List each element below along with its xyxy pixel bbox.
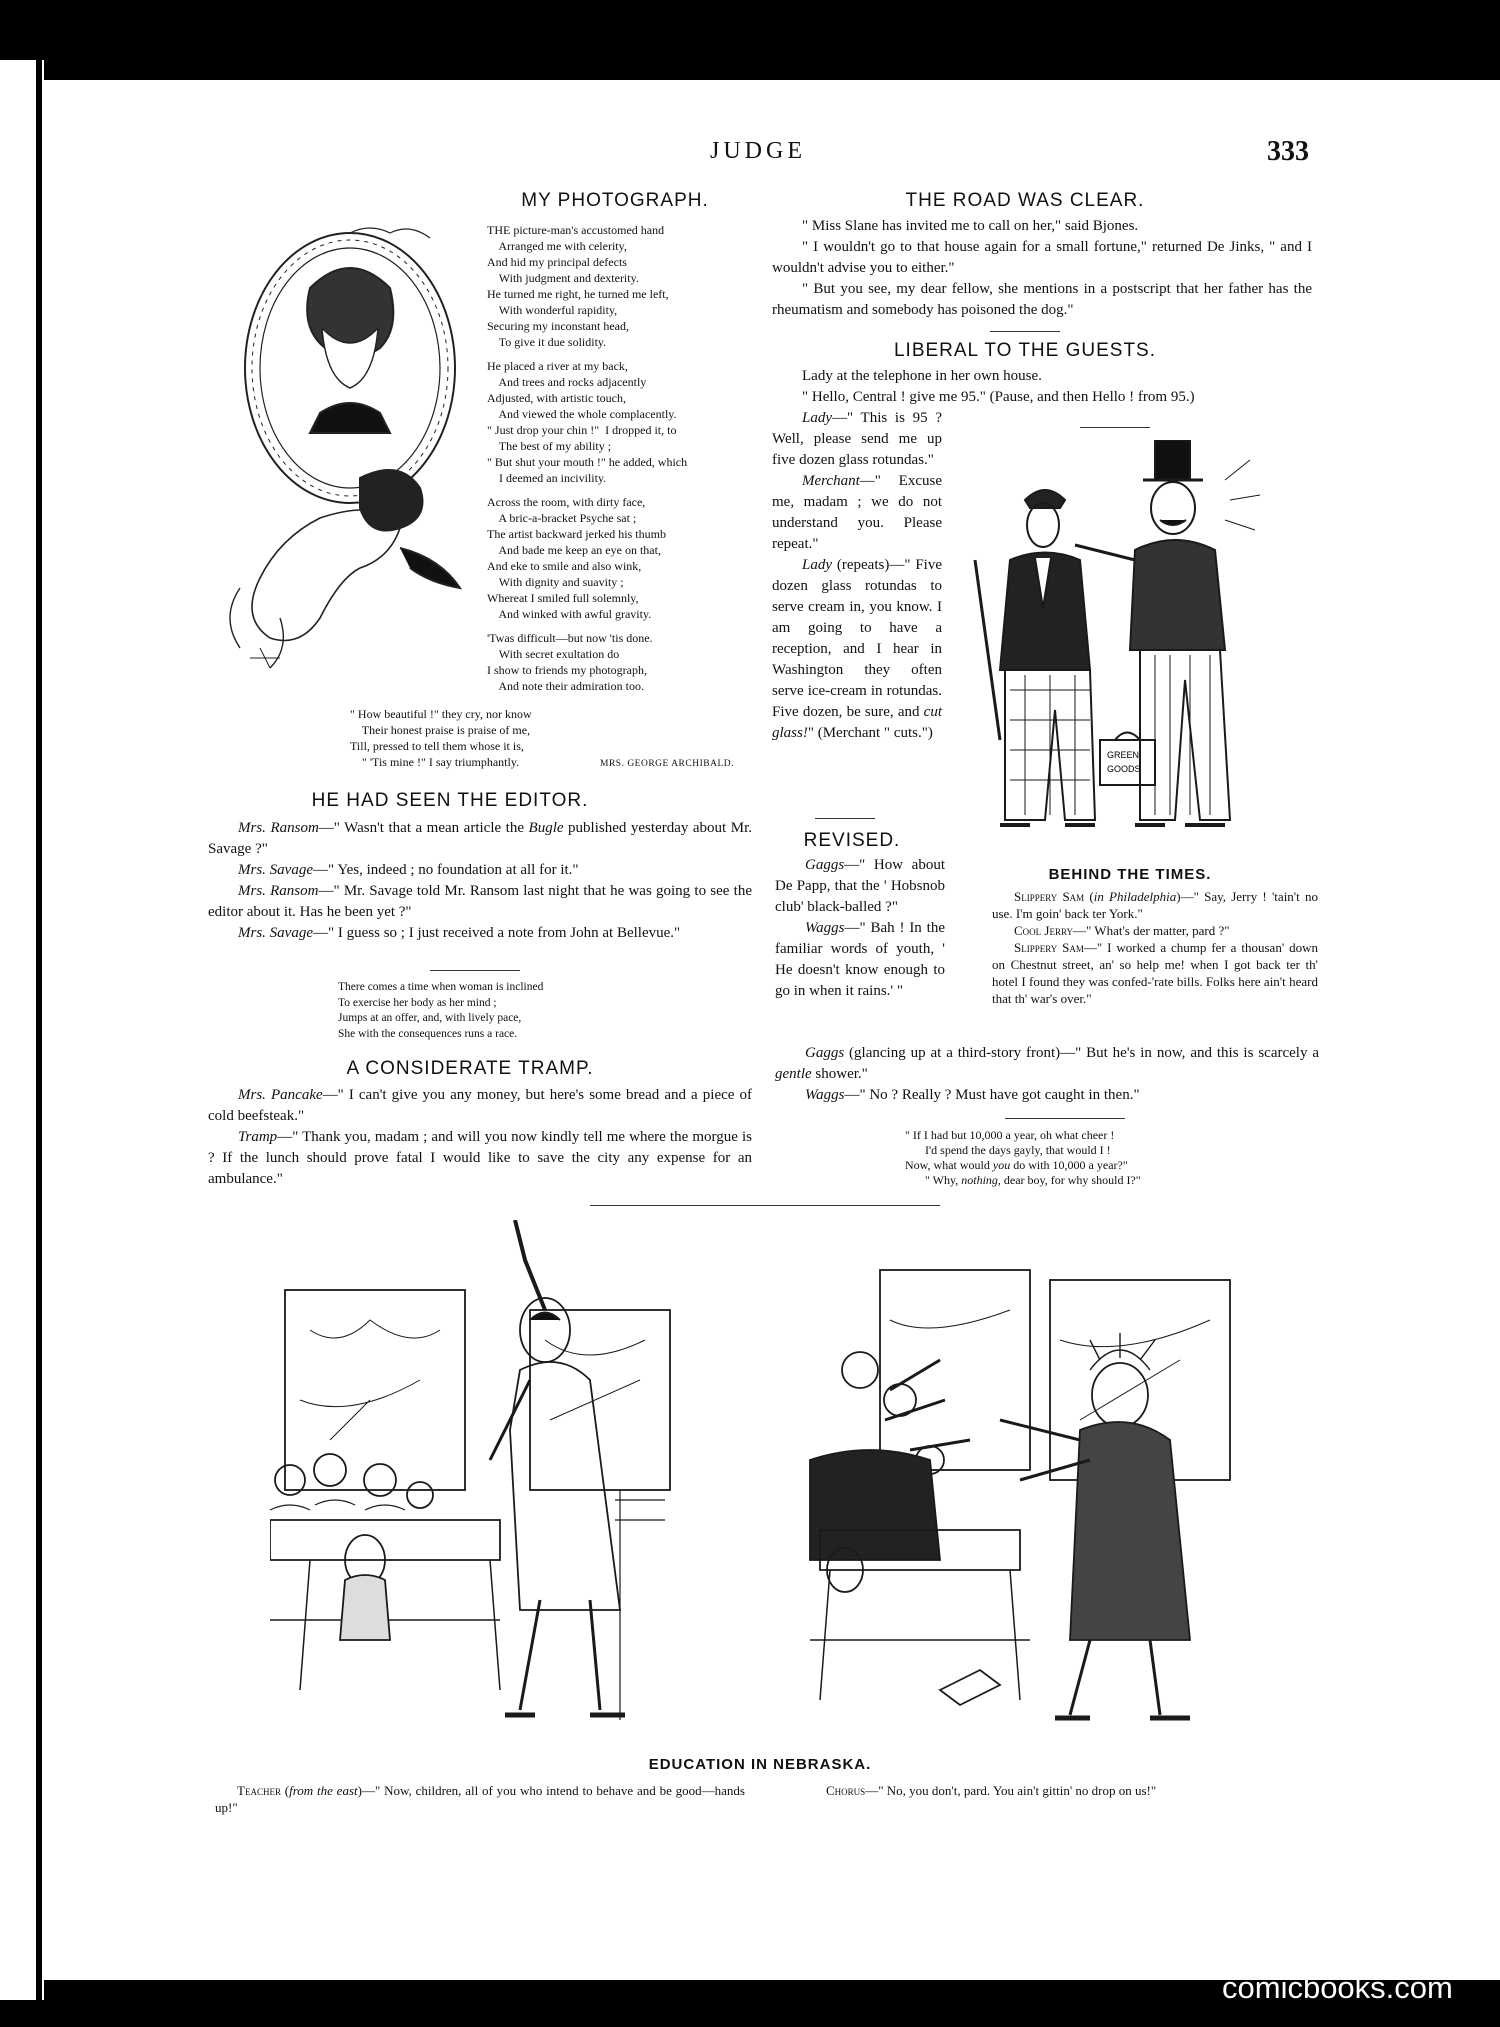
poem-line bbox=[487, 486, 757, 494]
road-clear-title: THE ROAD WAS CLEAR. bbox=[905, 190, 1145, 211]
poem-line: " How beautiful !" they cry, nor know bbox=[350, 707, 532, 721]
speaker: Tramp bbox=[238, 1129, 278, 1145]
speech: —" Say, Jerry ! 'tain't no use. I'm goin' back ter York." bbox=[992, 889, 1318, 921]
speaker-location: from the east bbox=[289, 1783, 358, 1798]
poem-line: And viewed the whole complacently. bbox=[487, 407, 677, 421]
poem-line bbox=[905, 1158, 1141, 1173]
poem-line: To give it due solidity. bbox=[487, 335, 607, 349]
speaker-location: in Philadelphia bbox=[1093, 889, 1177, 904]
divider bbox=[430, 970, 520, 971]
poem-line bbox=[487, 350, 757, 358]
poem-line: And bade me keep an eye on that, bbox=[487, 543, 661, 557]
poem-line: Whereat I smiled full solemnly, bbox=[487, 591, 639, 605]
poem-line: Arranged me with celerity, bbox=[487, 239, 627, 253]
watermark: comicbooks.com bbox=[1222, 1970, 1453, 2005]
speech: —" No, you don't, pard. You ain't gittin' no drop on us!" bbox=[865, 1783, 1157, 1798]
behind-the-times-illustration bbox=[955, 440, 1315, 840]
green-goods-label-line1: GREEN bbox=[1107, 750, 1140, 760]
portrait-illustration bbox=[200, 218, 490, 688]
page-gutter bbox=[36, 60, 42, 2000]
speech: —" Excuse me, madam ; we do not understand you. Please repeat." bbox=[772, 473, 942, 552]
behind-times-caption: Slippery Sam (in Philadelphia)—" Say, Jerry ! 'tain't no use. I'm goin' back ter York." Cool Jerry—" What's der matter, pard ?" Slippery Sam—" I worked a chump fer a thousan' down on Chestnut street, an' so help me! when I got back ter th' hotel I found they was confed-'rate bills. Folks here ain't heard that th' war's over." bbox=[992, 889, 1318, 1006]
divider bbox=[1005, 1118, 1125, 1119]
speaker: Mrs. Pancake bbox=[238, 1087, 323, 1103]
speaker: Cool Jerry bbox=[1014, 923, 1073, 938]
revised-text bbox=[775, 855, 945, 1002]
behind-times-title: BEHIND THE TIMES. bbox=[1048, 866, 1212, 883]
speech: —" What's der matter, pard ?" bbox=[1072, 923, 1230, 938]
speech: —" Thank you, madam ; and will you now kindly tell me where the morgue is ? If the lunch should prove fatal I would like to save the city any expense for an ambulance." bbox=[208, 1129, 752, 1187]
paragraph: Lady at the telephone in her own house. bbox=[802, 368, 1042, 384]
speech: (glancing up at a third-story front)—" But he's in now, and this is scarcely a bbox=[844, 1045, 1319, 1061]
poem-line: A bric-a-bracket Psyche sat ; bbox=[487, 511, 637, 525]
poem-line: Adjusted, with artistic touch, bbox=[487, 391, 626, 405]
poem-line: Their honest praise is praise of me, bbox=[350, 723, 531, 737]
poem-line: Jumps at an offer, and, with lively pace, bbox=[338, 1012, 522, 1024]
poem-author: MRS. GEORGE ARCHIBALD. bbox=[600, 759, 734, 769]
poem-text: do with 10,000 a year?" bbox=[1010, 1158, 1128, 1172]
poem-line: I show to friends my photograph, bbox=[487, 663, 647, 677]
paragraph: " But you see, my dear fellow, she mentions in a postscript that her father has the rheumatism and somebody has poisoned the dog." bbox=[772, 281, 1312, 318]
seen-editor-text bbox=[208, 818, 752, 944]
poem-line: The artist backward jerked his thumb bbox=[487, 527, 666, 541]
speech: —" Yes, indeed ; no foundation at all for it." bbox=[313, 862, 579, 878]
poem-line: 'Twas difficult—but now 'tis done. bbox=[487, 631, 653, 645]
speech: " (Merchant " cuts.") bbox=[807, 725, 933, 741]
poem-line: THE picture-man's accustomed hand bbox=[487, 223, 665, 237]
speaker: Teacher bbox=[237, 1783, 281, 1798]
education-cartoon-right bbox=[790, 1220, 1250, 1740]
poem-line: " But shut your mouth !" he added, which bbox=[487, 455, 688, 469]
my-photograph-final-stanza bbox=[350, 706, 610, 770]
road-clear-text bbox=[772, 216, 1312, 321]
revised-text-continued bbox=[775, 1043, 1319, 1106]
speech: —" Bah ! In the familiar words of youth, ' He doesn't know enough to go in when it rains.' " bbox=[775, 920, 945, 999]
poem-line: He placed a river at my back, bbox=[487, 359, 628, 373]
paragraph: " Hello, Central ! give me 95." (Pause, and then Hello ! from 95.) bbox=[802, 389, 1195, 405]
poem-line: There comes a time when woman is inclined bbox=[338, 981, 544, 993]
tramp-text bbox=[208, 1085, 752, 1190]
poem-line: I'd spend the days gayly, that would I ! bbox=[925, 1143, 1111, 1157]
poem-line: The best of my ability ; bbox=[487, 439, 612, 453]
divider bbox=[1080, 427, 1150, 428]
emphasis: you bbox=[992, 1158, 1011, 1172]
speaker: Slippery Sam bbox=[1014, 889, 1085, 904]
poem-line: And winked with awful gravity. bbox=[487, 607, 652, 621]
speaker: Slippery Sam bbox=[1014, 940, 1084, 955]
poem-line: With secret exultation do bbox=[487, 647, 620, 661]
emphasis: cut glass! bbox=[772, 704, 942, 741]
speech: shower." bbox=[811, 1066, 868, 1082]
liberal-dialogue bbox=[772, 408, 942, 744]
speaker: Lady bbox=[802, 557, 832, 573]
speech: —" How about De Papp, that the ' Hobsnob club' black-balled ?" bbox=[775, 857, 945, 915]
poem-text: , dear boy, for why should I?" bbox=[997, 1173, 1141, 1187]
speaker: Lady bbox=[802, 410, 832, 426]
poem-line: " Just drop your chin !" I dropped it, to bbox=[487, 423, 677, 437]
teacher-caption: Teacher (from the east)—" Now, children, all of you who intend to behave and be good—hands up!" bbox=[215, 1783, 745, 1815]
speaker: Waggs bbox=[805, 1087, 845, 1103]
poem-text: Now, what would bbox=[905, 1158, 993, 1172]
speech: —" I can't give you any money, but here's some bread and a piece of cold beefsteak." bbox=[208, 1087, 752, 1124]
emphasis: Bugle bbox=[528, 820, 564, 836]
speech: —" Wasn't that a mean article the bbox=[318, 820, 529, 836]
revised-title: REVISED. bbox=[803, 830, 901, 851]
poem-line: Across the room, with dirty face, bbox=[487, 495, 646, 509]
page-number: 333 bbox=[1267, 136, 1309, 167]
poem-line: With wonderful rapidity, bbox=[487, 303, 618, 317]
speaker: Mrs. Savage bbox=[238, 862, 313, 878]
poem-line: And hid my principal defects bbox=[487, 255, 627, 269]
poem-line: " If I had but 10,000 a year, oh what cheer ! bbox=[905, 1128, 1115, 1142]
seen-editor-title: HE HAD SEEN THE EDITOR. bbox=[311, 790, 589, 811]
speaker: Mrs. Ransom bbox=[238, 820, 319, 836]
speaker: Mrs. Savage bbox=[238, 925, 313, 941]
speech: —" This is 95 ? Well, please send me up five dozen glass rotundas." bbox=[772, 410, 942, 468]
woman-poem bbox=[338, 980, 543, 1042]
my-photograph-title: MY PHOTOGRAPH. bbox=[521, 190, 709, 211]
speech: (repeats)—" Five dozen glass rotundas to serve cream in, you know. I am going to have a reception, and I hear in Washington they often serve ice-cream in rotundas. Five dozen, be sure, and bbox=[772, 557, 942, 720]
poem-line bbox=[487, 622, 757, 630]
emphasis: gentle bbox=[775, 1066, 812, 1082]
poem-line bbox=[905, 1173, 1141, 1188]
speech: —" I guess so ; I just received a note from John at Bellevue." bbox=[313, 925, 681, 941]
poem-line: Securing my inconstant head, bbox=[487, 319, 629, 333]
speaker: Chorus bbox=[826, 1783, 866, 1798]
paragraph: " Miss Slane has invited me to call on her," said Bjones. bbox=[802, 218, 1139, 234]
education-title: EDUCATION IN NEBRASKA. bbox=[648, 1756, 872, 1773]
poem-text: " Why, bbox=[925, 1173, 962, 1187]
speech: —" No ? Really ? Must have got caught in then." bbox=[844, 1087, 1140, 1103]
speaker: Waggs bbox=[805, 920, 845, 936]
cheer-poem bbox=[905, 1128, 1141, 1188]
green-goods-label-line2: GOODS bbox=[1107, 764, 1141, 774]
poem-line: And trees and rocks adjacently bbox=[487, 375, 647, 389]
speaker: Gaggs bbox=[805, 1045, 845, 1061]
poem-line: She with the consequences runs a race. bbox=[338, 1027, 518, 1040]
speech: —" Mr. Savage told Mr. Ransom last night that he was going to see the editor about it. Has he been yet ?" bbox=[208, 883, 752, 920]
my-photograph-poem bbox=[487, 222, 757, 694]
tramp-title: A CONSIDERATE TRAMP. bbox=[346, 1058, 594, 1079]
divider bbox=[815, 818, 875, 819]
poem-line: I deemed an incivility. bbox=[487, 471, 607, 485]
poem-line: Till, pressed to tell them whose it is, bbox=[350, 739, 524, 753]
poem-line: To exercise her body as her mind ; bbox=[338, 996, 497, 1009]
liberal-intro bbox=[772, 366, 1312, 408]
poem-line: With dignity and suavity ; bbox=[487, 575, 624, 589]
poem-line: And note their admiration too. bbox=[487, 679, 644, 693]
speech: —" I worked a chump fer a thousan' down on Chestnut street, an' so help me! when I got back ter th' hotel I found they was confed-'rate bills. Folks here ain't heard that th' war's over." bbox=[992, 940, 1318, 1006]
speaker: Merchant bbox=[802, 473, 860, 489]
divider bbox=[990, 331, 1060, 332]
poem-line: " 'Tis mine !" I say triumphantly. bbox=[350, 755, 520, 769]
liberal-title: LIBERAL TO THE GUESTS. bbox=[893, 340, 1157, 361]
section-divider bbox=[590, 1205, 940, 1206]
emphasis: nothing bbox=[961, 1173, 998, 1187]
poem-line: And eke to smile and also wink, bbox=[487, 559, 642, 573]
magazine-title: JUDGE bbox=[710, 138, 806, 164]
education-cartoon-left bbox=[270, 1220, 730, 1740]
speaker: Gaggs bbox=[805, 857, 845, 873]
poem-line: He turned me right, he turned me left, bbox=[487, 287, 669, 301]
chorus-caption bbox=[826, 1782, 1306, 1799]
speech: published yesterday about Mr. Savage ?" bbox=[208, 820, 752, 857]
poem-line: With judgment and dexterity. bbox=[487, 271, 639, 285]
speech: —" Now, children, all of you who intend to behave and be good—hands up!" bbox=[215, 1783, 745, 1815]
paragraph: " I wouldn't go to that house again for a small fortune," returned De Jinks, " and I wouldn't advise you to either." bbox=[772, 239, 1312, 276]
speaker: Mrs. Ransom bbox=[238, 883, 319, 899]
